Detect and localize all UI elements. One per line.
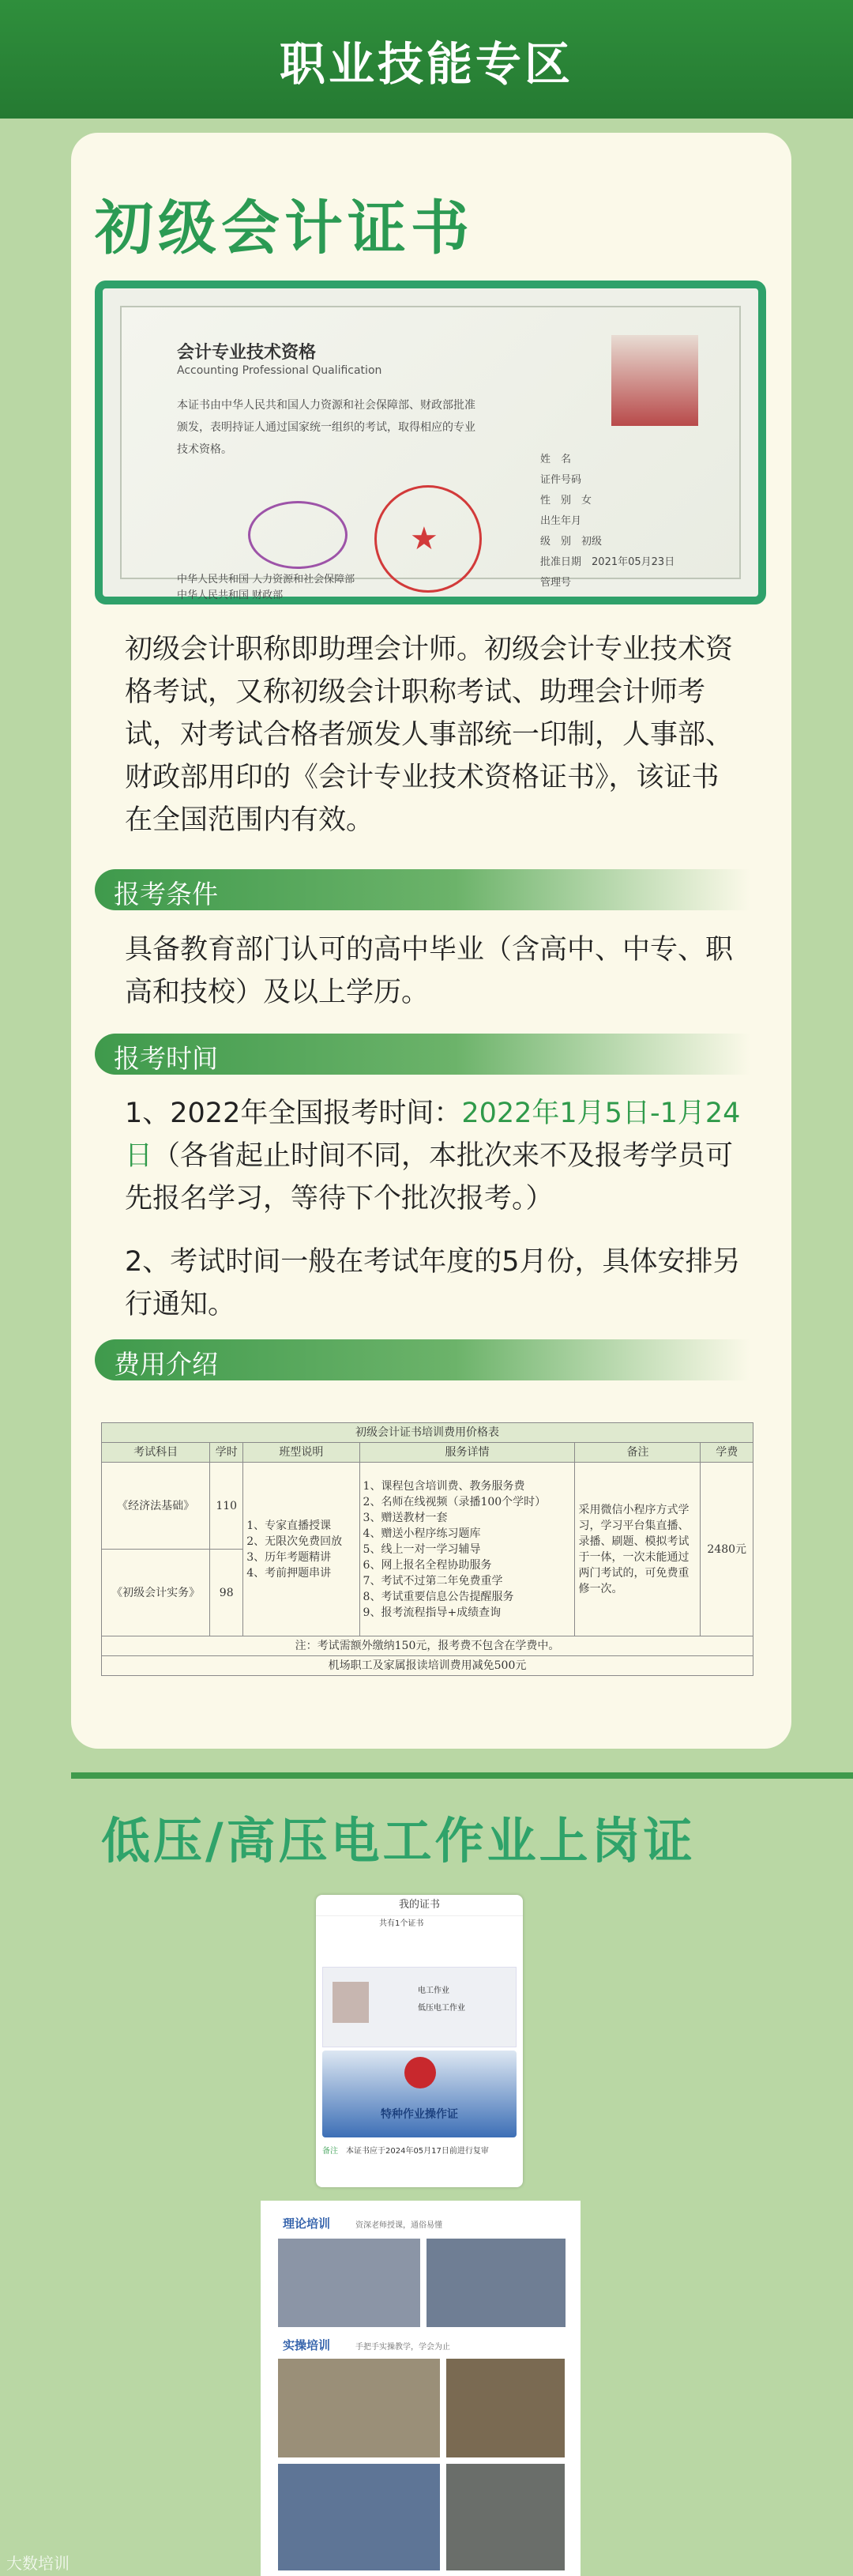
emblem-icon — [404, 2057, 436, 2088]
section-title-accounting: 初级会计证书 — [95, 194, 474, 262]
photo-practice-1 — [278, 2359, 440, 2457]
phone-screenshot — [316, 1895, 523, 2187]
header-banner — [0, 0, 853, 119]
page-title: 职业技能专区 — [279, 37, 573, 91]
phone-bottom: 备注 本证书应于2024年05月17日前进行复审 — [322, 2147, 489, 2156]
id-card: 电工作业 低压电工作业 — [322, 1967, 517, 2047]
training-photos: 理论培训 资深老师授课，通俗易懂 实操培训 手把手实操教学，学会为止 — [261, 2201, 581, 2576]
watermark: 大数培训 — [6, 2554, 70, 2573]
operation-card: 特种作业操作证 — [322, 2051, 517, 2137]
cert-heading: 会计专业技术资格 — [177, 343, 317, 363]
cert-fields: 姓 名 证件号码 性 别 女 出生年月 级 别 初级 批准日期 2021年05月23日 管理号 — [540, 454, 675, 589]
photo-computer-room — [426, 2239, 566, 2327]
time-text-1: 1、2022年全国报考时间：2022年1月5日-1月24日（各省起止时间不同，本批次来不及报考学员可先报名学习，等待下个批次报考。） — [125, 1098, 741, 1215]
section-title-electrician: 低压/高压电工作业上岗证 — [101, 1812, 696, 1870]
id-photo-small — [333, 1982, 369, 2023]
section-label-time: 报考时间 — [95, 1034, 750, 1075]
time-text-2: 2、考试时间一般在考试年度的5月份，具体安排另行通知。 — [125, 1246, 741, 1320]
certificate-image — [95, 281, 766, 604]
cert-body: 本证书由中华人民共和国人力资源和社会保障部、财政部批准颁发，表明持证人通过国家统一组织的考试，取得相应的专业技术资格。 — [177, 399, 475, 456]
phone-notice — [316, 1932, 523, 1964]
id-photo — [611, 335, 698, 426]
section-label-fee: 费用介绍 — [95, 1339, 750, 1380]
table-row: 《经济法基础》 110 1、专家直播授课 2、无限次免费回放 3、历年考题精讲 4、考前押题串讲 1、课程包含培训费、教务服务费 2、名师在线视频（录播100个学时） 3、赠送教材一套 4、赠送小程序练习题库 5、线上一对一学习辅导 6、网上报名全程协助服务 7、考试不过第二年免费重学 8、考试重要信息公告提醒服务 9、报考流程指导+成绩查询 采用微信小程序方式学习，学习平台集直播、录播、刷题、模拟考试于一体，一次未能通过两门考试的，可免费重修一次。 2480元 — [102, 1463, 753, 1550]
table-caption: 初级会计证书培训费用价格表 — [102, 1423, 753, 1443]
table-footnote: 注：考试需额外缴纳150元，报考费不包含在学费中。 — [102, 1636, 753, 1656]
phone-count: 共有1个证书 — [379, 1919, 424, 1928]
phone-title: 我的证书 — [316, 1895, 523, 1916]
cert-issuers: 中华人民共和国 人力资源和社会保障部 中华人民共和国 财政部 — [177, 574, 355, 601]
photo-practice-3 — [278, 2464, 440, 2570]
stamp-icon — [248, 501, 348, 569]
train-label-practice: 实操培训 — [283, 2338, 331, 2352]
section-label-requirements: 报考条件 — [95, 869, 750, 910]
photo-classroom — [278, 2239, 420, 2327]
fee-table: 初级会计证书培训费用价格表 考试科目 学时 班型说明 服务详情 备注 学费 《经济法基础》 110 1、专家直播授课 2、无限次免费回放 3、历年考题精讲 4、考前押题串讲 1、课程包含培训费、教务服务费 2、名师在线视频（录播100个学时） 3、赠送教材一套 4、赠送小程序练习题库 5、线上一对一学习辅导 6、网上报名全程协助服务 7、考试不过第二年免费重学 8、考试重要信息公告提醒服务 9、报考流程指导+成绩查询 采用微信小程序方式学习，学习平台集直播、录播、刷题、模拟考试于一体，一次未能通过两门考试的，可免费重修一次。 2480元 《初级会计实务》 98 注：考试需额外缴纳150元，报考费不包含在学费中。 机场职工及家属报读培训费用减免500元 — [101, 1422, 753, 1676]
divider — [71, 1772, 853, 1779]
star-icon: ★ — [410, 521, 438, 557]
photo-practice-4 — [446, 2464, 565, 2570]
intro-text: 初级会计职称即助理会计师。初级会计专业技术资格考试，又称初级会计职称考试、助理会计师考试，对考试合格者颁发人事部统一印制，人事部、财政部用印的《会计专业技术资格证书》，该证书在全国范围内有效。 — [125, 634, 734, 836]
table-row: 《初级会计实务》 98 — [102, 1550, 753, 1636]
table-footnote-discount: 机场职工及家属报读培训费用减免500元 — [102, 1656, 753, 1676]
train-label-theory: 理论培训 — [283, 2216, 331, 2231]
requirements-text: 具备教育部门认可的高中毕业（含高中、中专、职高和技校）及以上学历。 — [125, 934, 734, 1008]
photo-practice-2 — [446, 2359, 565, 2457]
cert-heading-en: Accounting Professional Qualification — [177, 364, 382, 377]
